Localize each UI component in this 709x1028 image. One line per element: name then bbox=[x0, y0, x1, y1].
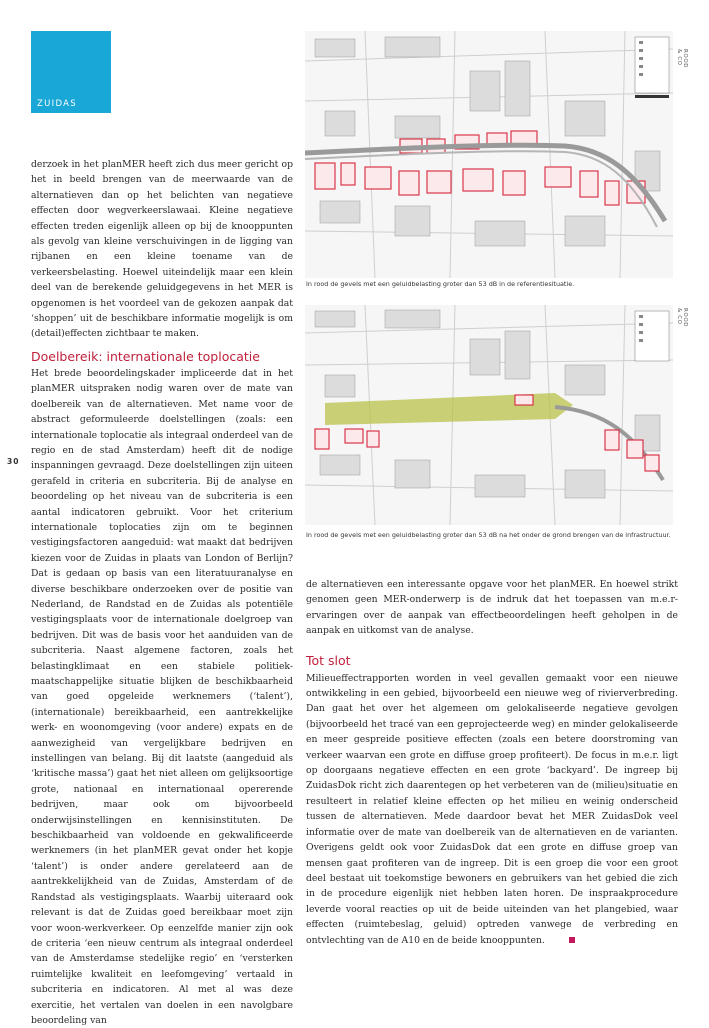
right-paragraph-2-wrapper bbox=[306, 671, 678, 948]
map-infrastructure-underground bbox=[305, 305, 673, 525]
map-reference-situation bbox=[305, 31, 673, 278]
page-number: 30 bbox=[7, 457, 20, 466]
figure-1-caption: In rood de gevels met een geluidbelasting groter dan 53 dB in de referentiesituatie. bbox=[306, 280, 575, 288]
left-paragraph-1: derzoek in het planMER heeft zich dus meer gericht op het in beeld brengen van de meerwaarde van de alternatieven dan op het belichten van negatieve effecten door wegverkeerslawaai. Kleine negatieve effecten treden eigenlijk alleen op bij de knooppunten als gevolg van kleine verschuivingen in de ligging van rijbanen en een kleine toename van de verkeersbelasting. Hoewel uiteindelijk maar een klein deel van de berekende geluidgegevens in het MER is opgenomen is het voordeel van de gekozen aanpak dat ‘shoppen’ uit de beschikbare informatie mogelijk is om (detail)effecten zichtbaar te maken. bbox=[31, 159, 293, 340]
heading-tot-slot: Tot slot bbox=[306, 652, 351, 668]
heading-doelbereik: Doelbereik: internationale toplocatie bbox=[31, 348, 260, 364]
left-column bbox=[31, 157, 293, 1028]
section-tab bbox=[31, 31, 111, 113]
right-paragraph-1: de alternatieven een interessante opgave voor het planMER. En hoewel strikt genomen geen MER-onderwerp is de indruk dat het toepassen van m.e.r-ervaringen over de aanpak van effectbeoordelingen heeft geholpen in de aanpak en uitkomst van de analyse. bbox=[306, 579, 678, 637]
section-label: ZUIDAS bbox=[37, 99, 77, 109]
right-column bbox=[306, 577, 678, 948]
figure-2-credit: ROOD & CO bbox=[676, 308, 688, 328]
right-paragraph-2: Milieueffectrapporten worden in veel gevallen gemaakt voor een nieuwe ontwikkeling in een gebied, bijvoorbeeld een nieuwe weg of rivierverbreding. Dan gaat het over het algemeen om gelokaliseerde negatieve gevolgen (bijvoorbeeld het tracé van een geprojecteerde weg) en minder gelokaliseerde en meer gespreide positieve effecten (zoals een betere doorstroming van verkeer waarvan een grote en diffuse groep profiteert). De focus in m.e.r. ligt op doorgaans negatieve effecten en een grote ‘backyard’. De ingreep bij ZuidasDok richt zich daarentegen op het verbeteren van de (milieu)situatie en resulteert in relatief kleine effecten op het milieu en weinig onderscheid tussen de alternatieven. Mede daardoor bevat het MER ZuidasDok veel informatie over de mate van doelbereik van de alternatieven en de varianten. Overigens geldt ook voor ZuidasDok dat een grote en diffuse groep van mensen gaat profiteren van de ingreep. Dit is een groep die voor een groot deel bestaat uit toekomstige bewoners en gebruikers van het gebied die zich in de procedure eigenlijk niet hebben laten horen. De inspraakprocedure leverde vooral reacties op uit de beide uiteinden van het plangebied, waar effecten (ruimtebeslag, geluid) optreden vanwege de verbreding en ontvlechting van de A10 en de beide knooppunten. bbox=[306, 672, 678, 946]
figure-1-credit: ROOD & CO bbox=[676, 49, 688, 69]
end-of-article-mark bbox=[569, 937, 575, 943]
left-paragraph-2: Het brede beoordelingskader impliceerde dat in het planMER uitspraken nodig waren over de mate van doelbereik van de alternatieven. Met name voor de abstract geformuleerde doelstellingen (zoals: een internationale toplocatie als integraal onderdeel van de regio en de stad Amsterdam) heeft dit de nodige inspanningen gevraagd. Deze doelstellingen zijn uiteen gerafeld in criteria en subcriteria. Bij de analyse en beoordeling op het niveau van de subcriteria is een aantal indicatoren gebruikt. Voor het criterium internationale toplocaties zijn om te beginnen vestigingsfactoren aangeduid: wat maakt dat bedrijven kiezen voor de Zuidas in plaats van London of Berlijn? Dat is gedaan op basis van een literatuuranalyse en diverse beschikbare onderzoeken over de positie van Nederland, de Randstad en de Zuidas als potentiële vestigingsplaats voor de internationale doelgroep van bedrijven. Dit was de basis voor het aanduiden van de subcriteria. Naast algemene factoren, zoals het belastingklimaat en een stabiele politiek-maatschappelijke situatie blijken de beschikbaarheid van goed opgeleide werknemers (‘talent’), (internationale) bereikbaarheid, een aantrekkelijke werk- en woonomgeving (voor andere) expats en de aanwezigheid van vergelijkbare bedrijven en instellingen van belang. Bij dit laatste (aangeduid als ‘kritische massa’) gaat het niet alleen om gelijksoortige grote, nationaal en internationaal opererende bedrijven, maar ook om bijvoorbeeld onderwijsinstellingen en kennisinstituten. De beschikbaarheid van voldoende en gekwalificeerde werknemers (in het planMER gevat onder het kopje ‘talent’) is onder andere gerelateerd aan de aantrekkelijkheid van de Zuidas, Amsterdam of de Randstad als vestigingsplaats. Waarbij uiteraard ook relevant is dat de Zuidas goed bereikbaar moet zijn voor woon-werkverkeer. Op eenzelfde manier zijn ook de criteria ‘een nieuw centrum als integraal onderdeel van de Amsterdamse stedelijke regio’ en ‘versterken ruimtelijke kwaliteit en leefomgeving’ vertaald in subcriteria en indicatoren. Al met al was deze exercitie, het vertalen van doelen in een navolgbare beoordeling van bbox=[31, 367, 293, 1026]
figure-2-caption: In rood de gevels met een geluidbelasting groter dan 53 dB na het onder de grond brengen van de infrastructuur. bbox=[306, 531, 671, 539]
